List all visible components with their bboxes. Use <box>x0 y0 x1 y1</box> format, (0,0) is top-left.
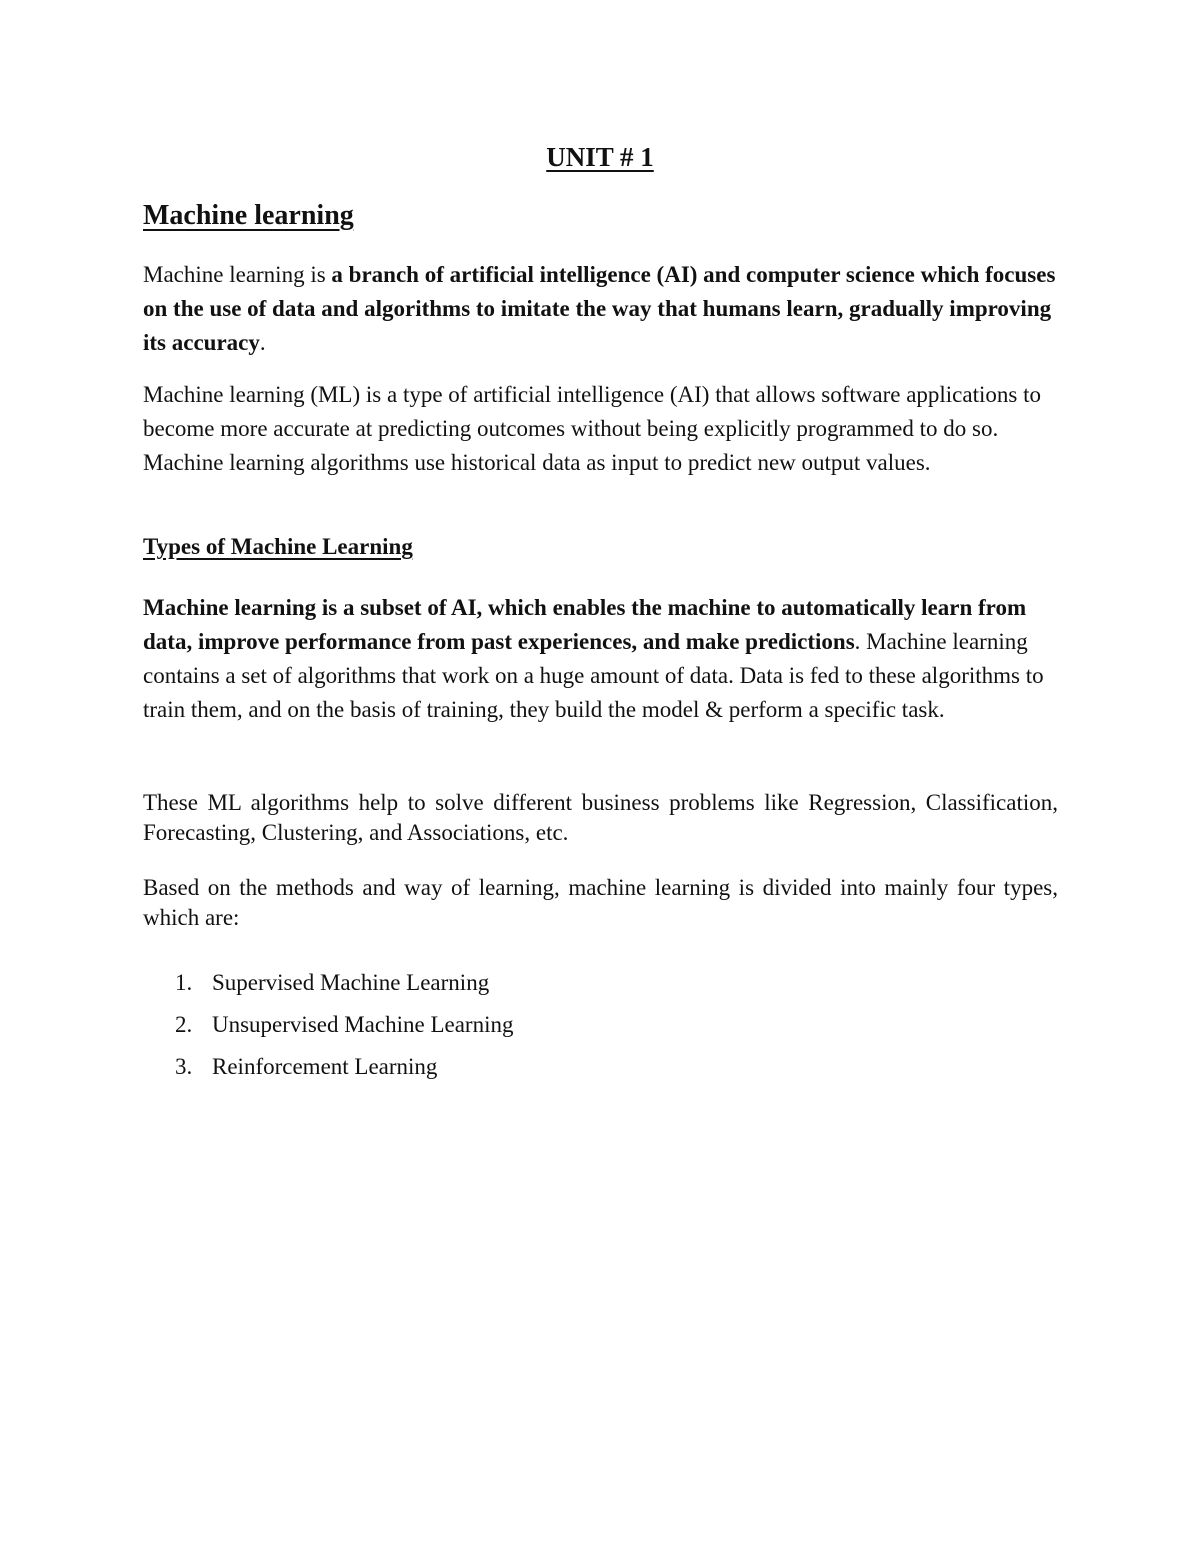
definition-paragraph <box>143 258 1058 360</box>
definition-bold: a branch of artificial intelligence (AI) and computer science which focuses on the use of data and algorithms to imitate the way that humans learn, gradually improving its accuracy <box>143 262 1056 355</box>
subset-paragraph <box>143 591 1058 727</box>
list-item <box>175 1050 513 1092</box>
list-number: 3. <box>175 1054 193 1079</box>
section-title: Machine learning <box>143 200 354 231</box>
types-heading: Types of Machine Learning <box>143 534 413 559</box>
list-label: Supervised Machine Learning <box>212 970 490 995</box>
types-list <box>175 966 513 1092</box>
list-label: Unsupervised Machine Learning <box>212 1012 514 1037</box>
list-label: Reinforcement Learning <box>212 1054 438 1079</box>
ml-description-paragraph: Machine learning (ML) is a type of artificial intelligence (AI) that allows software applications to become more accurate at predicting outcomes without being explicitly programmed to do so. Machine learning algorithms use historical data as input to predict new output values. <box>143 382 1041 475</box>
list-item <box>175 1008 513 1050</box>
definition-lead: Machine learning is <box>143 262 332 287</box>
list-number: 1. <box>175 970 193 995</box>
subset-bold: Machine learning is a subset of AI, which enables the machine to automatically learn from data, improve performance from past experiences, and make predictions <box>143 595 1027 654</box>
subset-tail: . Machine learning contains a set of algorithms that work on a huge amount of data. Data is fed to these algorithms to train them, and on the basis of training, they build the model & perform a specific task. <box>143 629 1044 722</box>
unit-title: UNIT # 1 <box>546 142 654 172</box>
definition-tail: . <box>259 330 266 355</box>
business-problems-paragraph: These ML algorithms help to solve different business problems like Regression, Classification, Forecasting, Clustering, and Associations, etc. <box>143 790 1058 845</box>
learning-types-intro: Based on the methods and way of learning, machine learning is divided into mainly four types, which are: <box>143 875 1058 930</box>
list-item <box>175 966 513 1008</box>
list-number: 2. <box>175 1012 193 1037</box>
